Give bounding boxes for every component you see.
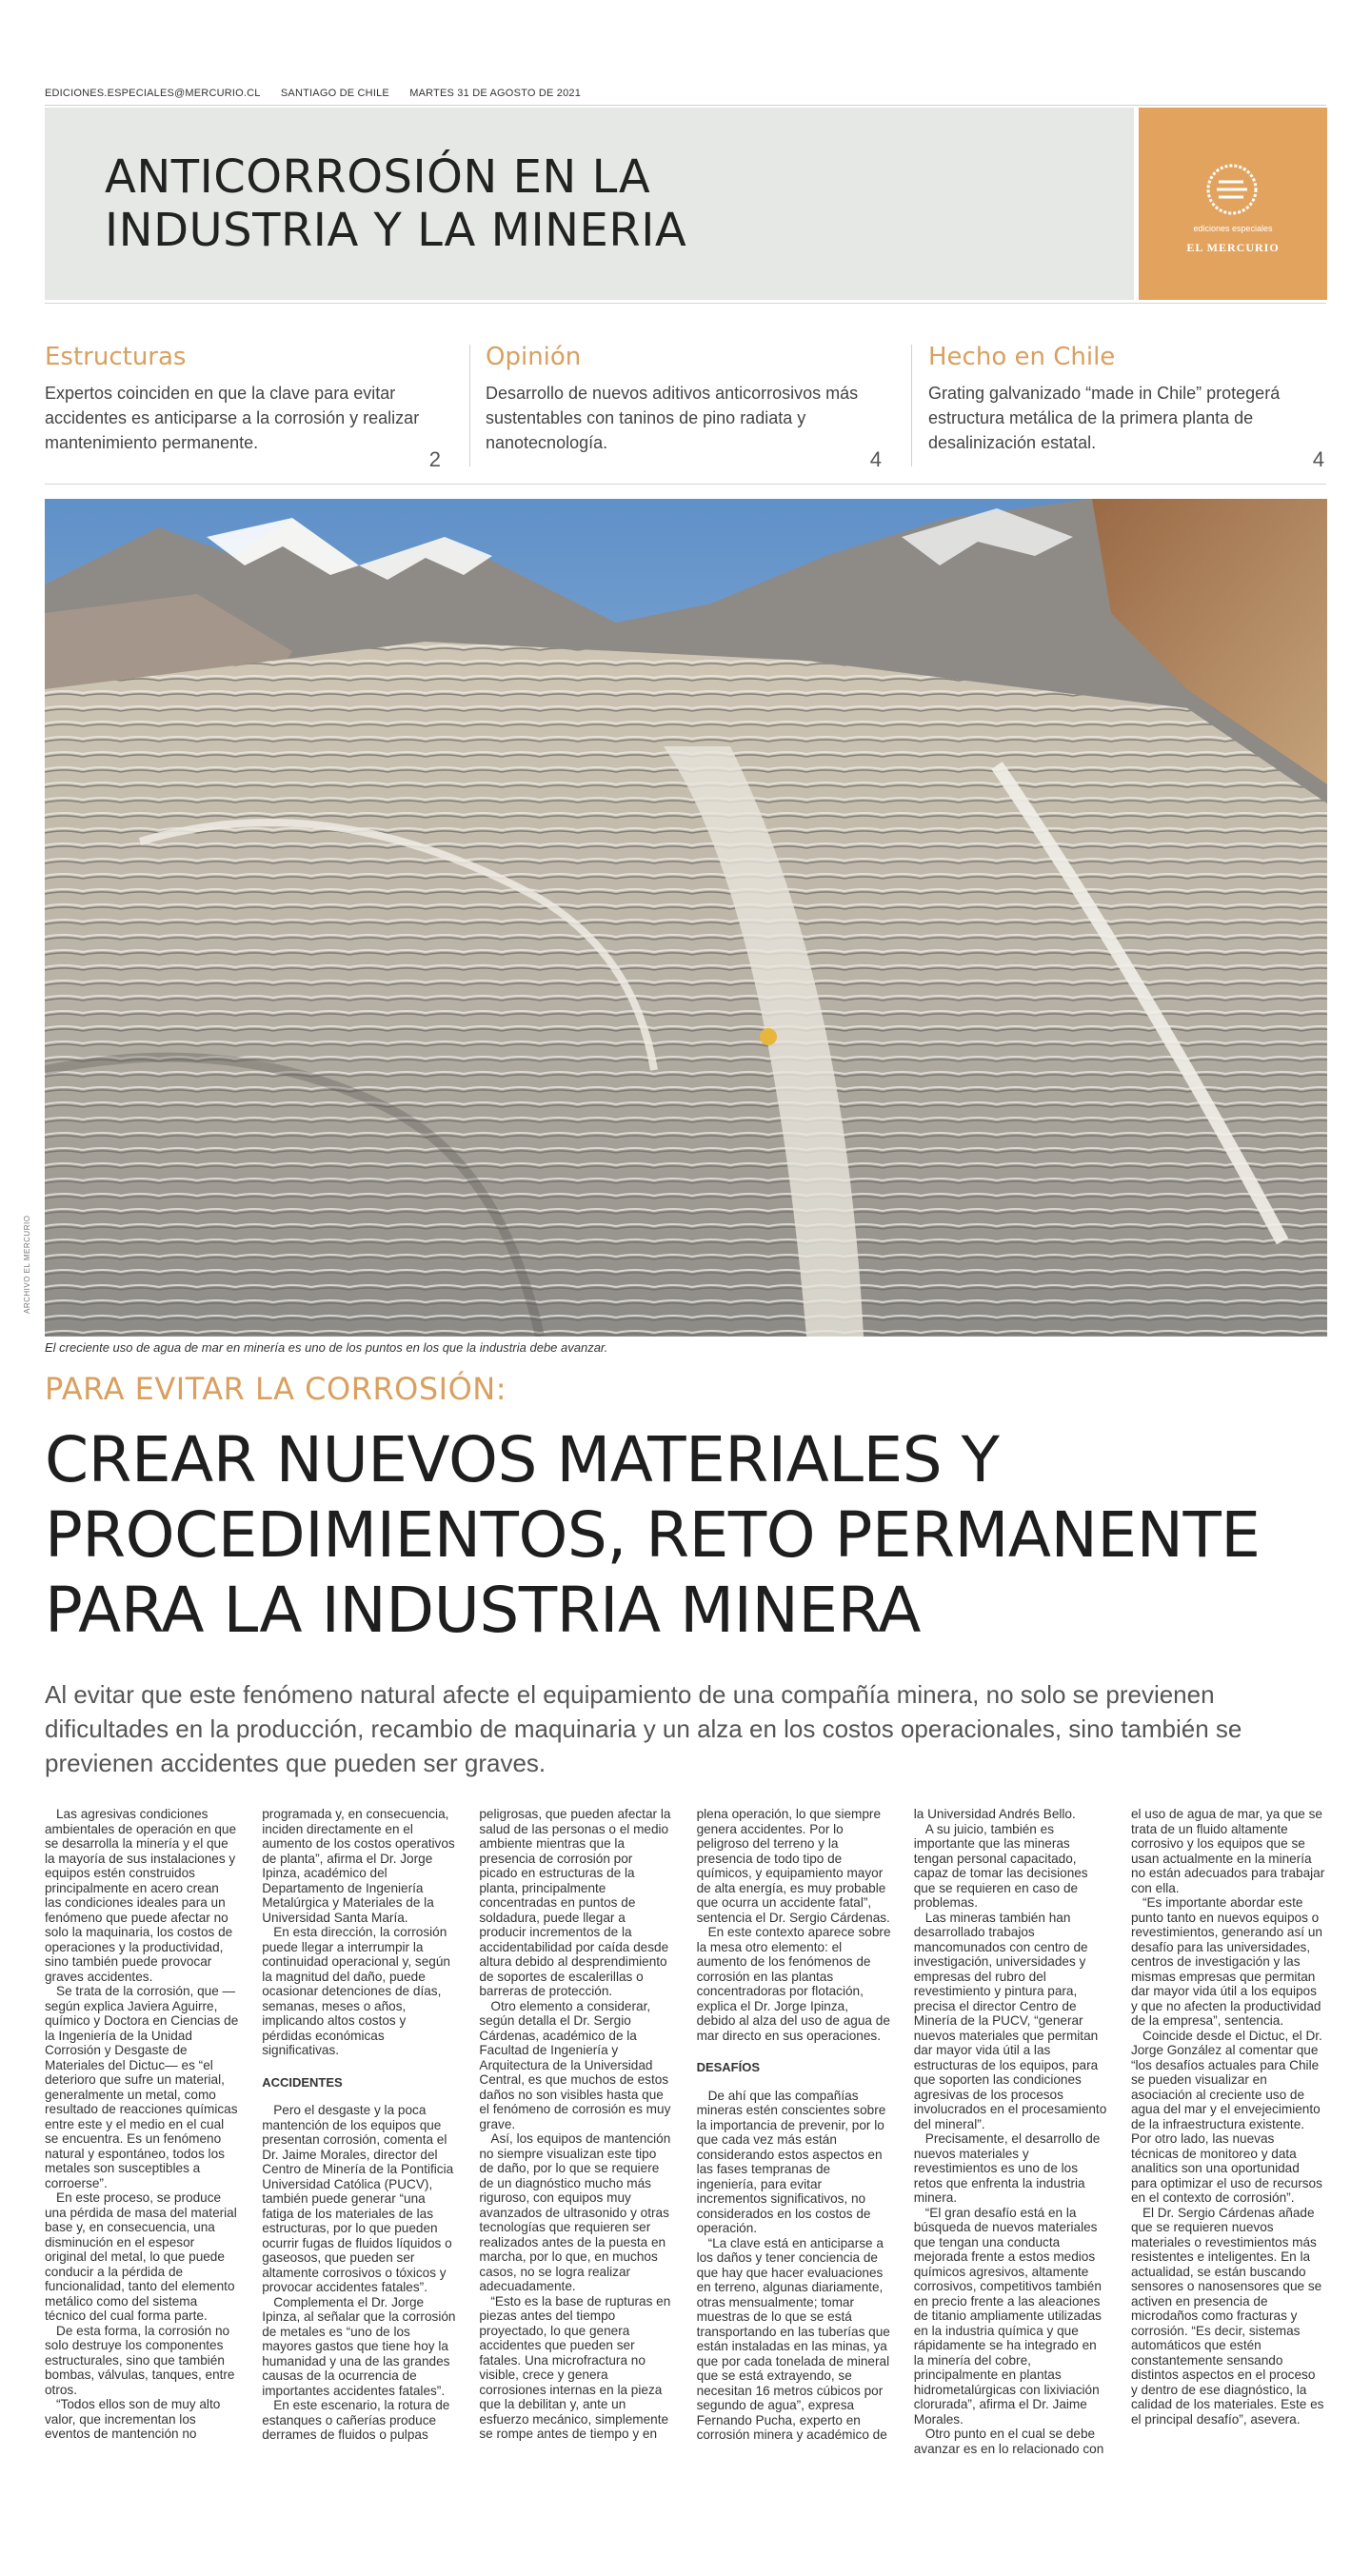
teaser-text: Desarrollo de nuevos aditivos anticorrosivos más sustentables con taninos de pino radiata y nanotecnología. bbox=[486, 384, 859, 452]
teaser-divider bbox=[911, 345, 912, 466]
brand-logo-box bbox=[1139, 108, 1327, 300]
top-rule bbox=[45, 105, 1326, 106]
headline-line: CREAR NUEVOS MATERIALES Y bbox=[45, 1423, 1000, 1496]
paragraph: Precisamente, el desarrollo de nuevos materiales y revestimientos es uno de los retos que enfrenta la industria minera. bbox=[913, 2131, 1101, 2205]
teaser-divider bbox=[469, 345, 470, 466]
paragraph: Pero el desgaste y la poca mantención de los equipos que presentan corrosión, comenta el Dr. Jaime Morales, director del Centro de Minería de la Pontificia Universidad Católica (PUCV), también puede generar “una fatiga de los materiales de las estructuras, por lo que pueden ocurrir fugas de fluidos líquidos o gaseosos, que pueden ser altamente corrosivos o tóxicos y provocar accidentes fatales”. bbox=[262, 2103, 454, 2294]
paragraph: Se trata de la corrosión, que —según explica Javiera Aguirre, químico y Doctora en Ciencias de la Ingeniería de la Unidad Corrosión y Desgaste de Materiales del Dictuc— es “el deterioro que sufre un material, generalmente un metal, como resultado de reacciones químicas entre este y el medio en el cual se encuentra. Es un fenómeno natural y espontáneo, todos los metales son susceptibles a corroerse”. bbox=[45, 1984, 239, 2190]
edition-email[interactable]: EDICIONES.ESPECIALES@MERCURIO.CL bbox=[45, 88, 261, 99]
section-header bbox=[45, 108, 1134, 300]
teaser-title[interactable]: Estructuras bbox=[45, 343, 187, 371]
paragraph: “Todos ellos son de muy alto valor, que incrementan los eventos de mantención no bbox=[45, 2397, 221, 2441]
article-column-3 bbox=[479, 1807, 673, 2549]
section-title bbox=[105, 150, 686, 257]
brand-subtitle: ediciones especiales bbox=[1193, 224, 1273, 233]
top-meta bbox=[45, 88, 598, 99]
teaser-hecho-en-chile[interactable] bbox=[928, 343, 1324, 471]
teasers-rule bbox=[45, 484, 1326, 485]
el-mercurio-logo-icon bbox=[1205, 163, 1259, 216]
section-title-line1: ANTICORROSIÓN EN LA bbox=[105, 150, 651, 204]
paragraph: la Universidad Andrés Bello. bbox=[913, 1807, 1076, 1821]
header-rule bbox=[45, 303, 1326, 304]
article-column-5 bbox=[914, 1807, 1108, 2549]
open-pit-mine-image bbox=[45, 499, 1327, 1337]
teaser-text: Expertos coinciden en que la clave para evitar accidentes es anticiparse a la corrosión y realizar mantenimiento permanente. bbox=[45, 384, 420, 452]
paragraph: En este escenario, la rotura de estanques o cañerías produce derrames de fluidos o pulpas bbox=[262, 2398, 450, 2442]
edition-city: SANTIAGO DE CHILE bbox=[280, 88, 389, 99]
article-column-6 bbox=[1131, 1807, 1325, 2549]
article-column-2 bbox=[262, 1807, 456, 2549]
paragraph: En esta dirección, la corrosión puede llegar a interrumpir la continuidad operacional y, según la magnitud del daño, puede ocasionar detenciones de días, semanas, meses o años, implicando altos costos y pérdidas económicas significativas. bbox=[262, 1925, 450, 2057]
teaser-opinion[interactable] bbox=[486, 343, 882, 471]
paragraph: “El gran desafío está en la búsqueda de nuevos materiales que tengan una conducta mejorada frente a estos medios químicos agresivos, altamente corrosivos, competitivos también en precio frente a las aleaciones de titanio ampliamente utilizadas en la industria química y que rápidamente se ha integrado en la minería del cobre, principalmente en plantas hidrometalúrgicas con lixiviación clorurada”, afirma el Dr. Jaime Morales. bbox=[913, 2205, 1102, 2427]
teaser-title[interactable]: Hecho en Chile bbox=[928, 343, 1116, 371]
paragraph: Complementa el Dr. Jorge Ipinza, al señalar que la corrosión de metales es “uno de los mayores gastos que tiene hoy la humanidad y una de las grandes causas de la ocurrencia de importantes accidentes fatales”. bbox=[262, 2294, 456, 2398]
article-deck: Al evitar que este fenómeno natural afecte el equipamiento de una compañía minera, no solo se previenen dificultades en la producción, recambio de maquinaria y un alza en los costos operacionales, sino también se previenen accidentes que pueden ser graves. bbox=[45, 1680, 1242, 1777]
edition-date: MARTES 31 DE AGOSTO DE 2021 bbox=[409, 88, 582, 99]
paragraph: “Esto es la base de rupturas en piezas antes del tiempo proyectado, lo que genera accidentes que pueden ser fatales. Una microfractura no visible, crece y genera corrosiones internas en la pieza que la debilitan y, ante un esfuerzo mecánico, simplemente se rompe antes de tiempo y en bbox=[479, 2293, 671, 2441]
paragraph: “La clave está en anticiparse a los daños y tener conciencia de que hay que hacer evaluaciones en terreno, algunas diariamente, otras mensualmente; tomar muestras de lo que se está transportando en las tuberías que están instaladas en las minas, ya que por cada tonelada de mineral que se está extrayendo, se necesitan 16 metros cúbicos por segundo de agua”, expresa Fernando Pucha, experto en corrosión minera y académico de bbox=[696, 2235, 890, 2442]
paragraph: peligrosas, que pueden afectar la salud de las personas o el medio ambiente mientras que la presencia de corrosión por picado en estructuras de la planta, principalmente concentradas en puntos de soldadura, puede llegar a producir incrementos de la accidentabilidad por caída desde altura debido al desprendimiento de soportes de escalerillas o barreras de protección. bbox=[479, 1807, 671, 1998]
teaser-text: Grating galvanizado “made in Chile” protegerá estructura metálica de la primera planta de desalinización estatal. bbox=[928, 384, 1281, 452]
article-headline bbox=[45, 1422, 1311, 1648]
teaser-page: 4 bbox=[869, 447, 882, 471]
teaser-page: 2 bbox=[428, 447, 441, 471]
article-kicker: PARA EVITAR LA CORROSIÓN: bbox=[45, 1371, 507, 1407]
teaser-page: 4 bbox=[1312, 447, 1324, 471]
paragraph: En este contexto aparece sobre la mesa otro elemento: el aumento de los fenómenos de corrosión en las plantas concentradoras por flotación, explica el Dr. Jorge Ipinza, debido al alza del uso de agua de mar directo en sus operaciones. bbox=[696, 1925, 891, 2043]
paragraph: el uso de agua de mar, ya que se trata de un fluido altamente corrosivo y los equipos que se usan actualmente en la minería no están adecuados para trabajar con ella. bbox=[1130, 1807, 1325, 1895]
paragraph: plena operación, lo que siempre genera accidentes. Por lo peligroso del terreno y la presencia de todo tipo de químicos, y equipamiento mayor de alta energía, es muy probable que ocurra un accidente fatal”, sentencia el Dr. Sergio Cárdenas. bbox=[696, 1807, 890, 1925]
teaser-title[interactable]: Opinión bbox=[486, 343, 582, 371]
brand-name: EL MERCURIO bbox=[1186, 241, 1280, 254]
article-column-1 bbox=[45, 1807, 239, 2549]
paragraph: “Es importante abordar este punto tanto en nuevos equipos o revestimientos, generando así un desafío para las universidades, centros de investigación y las mismas empresas que permitan dar mayor vida útil a los equipos y que no afecten la productividad de la empresa”, sentencia. bbox=[1130, 1895, 1322, 2028]
paragraph: Las agresivas condiciones ambientales de operación en que se desarrolla la minería y el que la mayoría de sus instalaciones y equipos estén construidos principalmente en acero crean las condiciones ideales para un fenómeno que puede afectar no solo la maquinaria, los costos de operaciones y la productividad, sino también puede provocar graves accidentes. bbox=[45, 1807, 237, 1984]
paragraph: Así, los equipos de mantención no siempre visualizan este tipo de daño, por lo que se requiere de un diagnóstico mucho más riguroso, con equipos muy avanzados de ultrasonido y otras tecnologías que requieren ser realizados antes de la puesta en marcha, por lo que, en muchos casos, no se logra realizar adecuadamente. bbox=[479, 2131, 671, 2293]
subheading: ACCIDENTES bbox=[262, 2074, 343, 2090]
paragraph: En este proceso, se produce una pérdida de masa del material base y, en consecuencia, una disminución en el espesor original del metal, lo que puede conducir a la pérdida de funcionalidad, tanto del elemento metálico como del sistema técnico del cual forma parte. bbox=[45, 2190, 237, 2323]
paragraph: programada y, en consecuencia, inciden directamente en el aumento de los costos operativos de planta”, afirma el Dr. Jorge Ipinza, académico del Departamento de Ingeniería Metalúrgica y Materiales de la Universidad Santa María. bbox=[262, 1807, 455, 1925]
paragraph: Las mineras también han desarrollado trabajos mancomunados con centro de investigación, universidades y empresas del rubro del revestimiento y pintura para, precisa el director Centro de Minería de la PUCV, “generar nuevos materiales que permitan dar mayor vida útil a las estructuras de los equipos, para que soporten las condiciones agresivas de los procesos involucrados en el procesamiento del mineral”. bbox=[913, 1910, 1107, 2131]
paragraph: A su juicio, también es importante que las mineras tengan personal capacitado, capaz de tomar las decisiones que se requieren en caso de problemas. bbox=[913, 1821, 1088, 1910]
article-column-4 bbox=[697, 1807, 891, 2549]
paragraph: Otro elemento a considerar, según detalla el Dr. Sergio Cárdenas, académico de la Facultad de Ingeniería y Arquitectura de la Universidad Central, es que muchos de estos daños no son visibles hasta que el fenómeno de corrosión es muy grave. bbox=[479, 1998, 671, 2131]
photo-credit: ARCHIVO EL MERCURIO bbox=[23, 1215, 31, 1314]
paragraph: El Dr. Sergio Cárdenas añade que se requieren nuevos materiales o revestimientos más resistentes e inteligentes. En la actualidad, se están buscando sensores o nanosensores que se activen en presencia de microdaños como fracturas y corrosión. “Es decir, sistemas automáticos que estén constantemente sensando distintos aspectos en el proceso y dentro de ese diagnóstico, la calidad de los materiales. Este es el principal desafío”, asevera. bbox=[1130, 2205, 1324, 2427]
article-body bbox=[45, 1807, 1325, 2549]
headline-line: PARA LA INDUSTRIA MINERA bbox=[45, 1574, 921, 1647]
paragraph: Otro punto en el cual se debe avanzar es en lo relacionado con bbox=[913, 2427, 1104, 2456]
subheading: DESAFÍOS bbox=[696, 2060, 761, 2074]
section-title-line2: INDUSTRIA Y LA MINERIA bbox=[105, 204, 687, 257]
paragraph: Coincide desde el Dictuc, el Dr. Jorge González al comentar que “los desafíos actuales para Chile se pueden visualizar en asociación al creciente uso de agua del mar y el envejecimiento de la infraestructura existente. Por otro lado, las nuevas técnicas de monitoreo y data analitics son una oportunidad para optimizar el uso de recursos en el contexto de corrosión”. bbox=[1130, 2028, 1322, 2205]
paragraph: De ahí que las compañías mineras estén conscientes sobre la importancia de prevenir, por lo que cada vez más están considerando estos aspectos en las fases tempranas de ingeniería, para evitar incrementos significativos, no considerados en los costos de operación. bbox=[696, 2088, 886, 2235]
photo-caption: El creciente uso de agua de mar en minería es uno de los puntos en los que la industria debe avanzar. bbox=[45, 1340, 608, 1355]
paragraph: De esta forma, la corrosión no solo destruye los componentes estructurales, sino que también bombas, válvulas, tanques, entre otros. bbox=[45, 2323, 235, 2397]
mine-photo bbox=[45, 499, 1327, 1337]
headline-line: PROCEDIMIENTOS, RETO PERMANENTE bbox=[45, 1498, 1261, 1572]
teaser-estructuras[interactable] bbox=[45, 343, 441, 471]
